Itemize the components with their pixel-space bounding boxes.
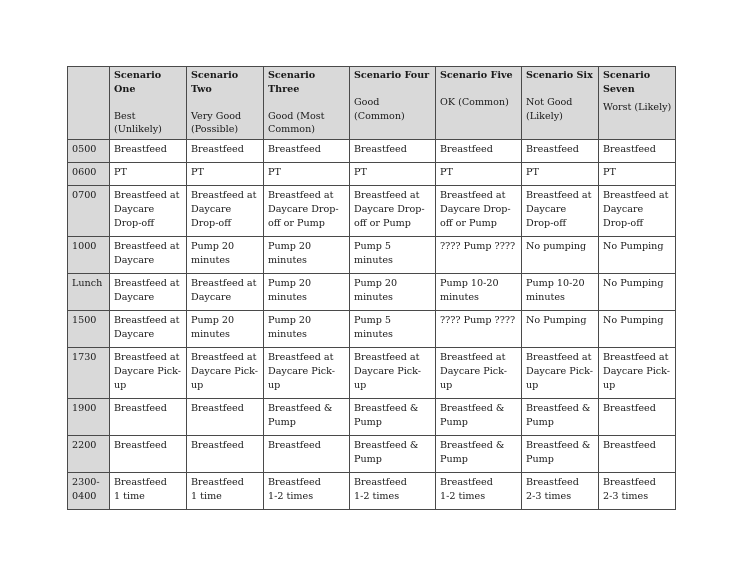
time-cell: 2200	[68, 436, 110, 473]
scenario-header	[187, 67, 264, 140]
time-cell: 1730	[68, 348, 110, 399]
table-cell: PT	[187, 163, 264, 186]
table-cell: Breastfeed at Daycare Drop-off or Pump	[436, 186, 522, 237]
schedule-table	[67, 66, 676, 510]
corner-header-cell	[68, 67, 110, 140]
table-cell: Breastfeed at Daycare Pick-up	[264, 348, 350, 399]
table-cell: Breastfeed at Daycare Pick-up	[522, 348, 599, 399]
time-cell: 0500	[68, 140, 110, 163]
scenario-title: Scenario Two	[191, 70, 239, 95]
table-cell: Breastfeed at Daycare	[187, 274, 264, 311]
table-cell: Pump 20 minutes	[187, 311, 264, 348]
scenario-title: Scenario One	[114, 70, 162, 95]
table-cell: Breastfeed 1-2 times	[350, 473, 436, 510]
scenario-subtitle: Not Good (Likely)	[526, 96, 573, 122]
table-cell: Breastfeed	[187, 436, 264, 473]
scenario-header	[522, 67, 599, 140]
table-cell: Breastfeed & Pump	[350, 436, 436, 473]
table-cell: PT	[522, 163, 599, 186]
header-row	[68, 67, 676, 140]
time-cell: Lunch	[68, 274, 110, 311]
table-cell: Pump 20 minutes	[264, 237, 350, 274]
table-cell: No Pumping	[599, 274, 676, 311]
table-row	[68, 237, 676, 274]
table-cell: Breastfeed at Daycare Drop-off	[187, 186, 264, 237]
table-cell: Breastfeed	[110, 399, 187, 436]
scenario-subtitle: Good (Most Common)	[268, 110, 325, 136]
table-cell: PT	[110, 163, 187, 186]
scenario-header	[110, 67, 187, 140]
table-cell: Breastfeed	[264, 140, 350, 163]
table-cell: ???? Pump ????	[436, 237, 522, 274]
table-cell: Pump 5 minutes	[350, 311, 436, 348]
table-cell: Breastfeed 2-3 times	[522, 473, 599, 510]
table-cell: No Pumping	[599, 311, 676, 348]
table-cell: Breastfeed & Pump	[522, 436, 599, 473]
table-cell: Breastfeed	[522, 140, 599, 163]
table-cell: Breastfeed at Daycare Pick-up	[599, 348, 676, 399]
table-cell: Pump 10-20 minutes	[522, 274, 599, 311]
table-cell: Breastfeed at Daycare Pick-up	[187, 348, 264, 399]
scenario-subtitle: Worst (Likely)	[603, 101, 672, 113]
table-cell: ???? Pump ????	[436, 311, 522, 348]
table-cell: Breastfeed 1-2 times	[264, 473, 350, 510]
table-row	[68, 274, 676, 311]
time-cell: 1000	[68, 237, 110, 274]
table-row	[68, 399, 676, 436]
table-cell: PT	[599, 163, 676, 186]
table-cell: Breastfeed at Daycare	[110, 237, 187, 274]
table-cell: Pump 20 minutes	[350, 274, 436, 311]
table-cell: Breastfeed at Daycare Drop-off	[110, 186, 187, 237]
table-cell: Pump 5 minutes	[350, 237, 436, 274]
table-cell: PT	[436, 163, 522, 186]
table-row	[68, 186, 676, 237]
time-cell: 0700	[68, 186, 110, 237]
scenario-header	[350, 67, 436, 140]
table-cell: No pumping	[522, 237, 599, 274]
table-cell: Breastfeed 1 time	[187, 473, 264, 510]
table-cell: Breastfeed	[350, 140, 436, 163]
table-cell: Breastfeed at Daycare	[110, 274, 187, 311]
table-row	[68, 311, 676, 348]
table-cell: Breastfeed	[599, 399, 676, 436]
table-cell: Breastfeed	[436, 140, 522, 163]
scenario-subtitle: Best (Unlikely)	[114, 110, 162, 136]
table-cell: Breastfeed	[110, 436, 187, 473]
table-row	[68, 140, 676, 163]
time-cell: 2300-0400	[68, 473, 110, 510]
scenario-subtitle: Good (Common)	[354, 96, 405, 122]
table-cell: Breastfeed 2-3 times	[599, 473, 676, 510]
scenario-subtitle: OK (Common)	[440, 96, 509, 108]
table-cell: Pump 10-20 minutes	[436, 274, 522, 311]
table-cell: No Pumping	[599, 237, 676, 274]
table-cell: PT	[350, 163, 436, 186]
table-cell: Breastfeed at Daycare Drop-off	[599, 186, 676, 237]
scenario-title: Scenario Six	[526, 70, 593, 81]
scenario-title: Scenario Five	[440, 70, 513, 81]
time-cell: 1500	[68, 311, 110, 348]
scenario-header	[436, 67, 522, 140]
table-cell: Breastfeed at Daycare	[110, 311, 187, 348]
scenario-header	[264, 67, 350, 140]
table-cell: Breastfeed	[187, 140, 264, 163]
table-cell: Pump 20 minutes	[264, 274, 350, 311]
table-cell: Breastfeed at Daycare Drop-off or Pump	[264, 186, 350, 237]
table-row	[68, 163, 676, 186]
scenario-title: Scenario Three	[268, 70, 316, 95]
time-cell: 1900	[68, 399, 110, 436]
scenario-header	[599, 67, 676, 140]
table-cell: Breastfeed	[264, 436, 350, 473]
scenario-title: Scenario Four	[354, 70, 430, 81]
table-cell: Pump 20 minutes	[187, 237, 264, 274]
table-cell: Breastfeed at Daycare Pick-up	[110, 348, 187, 399]
table-cell: Breastfeed 1 time	[110, 473, 187, 510]
table-cell: PT	[264, 163, 350, 186]
time-cell: 0600	[68, 163, 110, 186]
table-cell: Breastfeed	[599, 140, 676, 163]
table-row	[68, 348, 676, 399]
table-cell: Breastfeed	[110, 140, 187, 163]
table-cell: Pump 20 minutes	[264, 311, 350, 348]
table-cell: Breastfeed 1-2 times	[436, 473, 522, 510]
table-cell: Breastfeed at Daycare Pick-up	[436, 348, 522, 399]
table-cell: Breastfeed	[599, 436, 676, 473]
table-cell: Breastfeed & Pump	[522, 399, 599, 436]
table-cell: Breastfeed at Daycare Drop-off	[522, 186, 599, 237]
scenario-title: Scenario Seven	[603, 70, 651, 95]
table-cell: Breastfeed & Pump	[436, 436, 522, 473]
table-cell: Breastfeed & Pump	[350, 399, 436, 436]
scenario-subtitle: Very Good (Possible)	[191, 110, 242, 136]
table-cell: Breastfeed at Daycare Pick-up	[350, 348, 436, 399]
table-cell: Breastfeed	[187, 399, 264, 436]
table-cell: Breastfeed at Daycare Drop-off or Pump	[350, 186, 436, 237]
table-cell: No Pumping	[522, 311, 599, 348]
table-cell: Breastfeed & Pump	[436, 399, 522, 436]
table-row	[68, 436, 676, 473]
table-cell: Breastfeed & Pump	[264, 399, 350, 436]
table-row	[68, 473, 676, 510]
